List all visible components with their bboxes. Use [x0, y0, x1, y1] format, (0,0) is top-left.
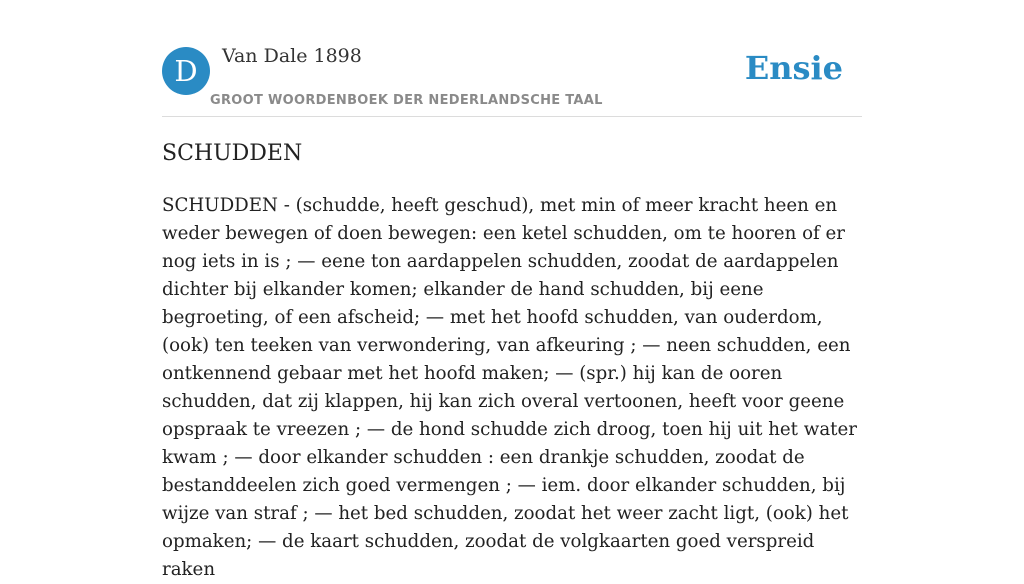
ensie-logo[interactable]: Ensie — [744, 49, 843, 87]
source-title[interactable]: Van Dale 1898 — [222, 45, 362, 67]
source-avatar[interactable]: D — [162, 47, 210, 95]
entry-definition: SCHUDDEN - (schudde, heeft geschud), met min of meer kracht heen en weder bewegen of doen bewegen: een ketel schudden, om te hooren of er nog iets in is ; — eene ton aardappelen schudden, zoodat de aardappelen dichter bij elkander komen; elkander de hand schudden, bij eene begroeting, of een afscheid; — met het hoofd schudden, van ouderdom, (ook) ten teeken van verwondering, van afkeuring ; — neen schudden, een ontkennend gebaar met het hoofd maken; — (spr.) hij kan de ooren schudden, dat zij klappen, hij kan zich overal vertoonen, heeft voor geene opspraak te vreezen ; — de hond schudde zich droog, toen hij uit het water kwam ; — door elkander schudden : een drankje schudden, zoodat de bestanddeelen zich goed vermengen ; — iem. door elkander schudden, bij wijze van straf ; — het bed schudden, zoodat het weer zacht ligt, (ook) het opmaken; — de kaart schudden, zoodat de volgkaarten goed verspreid raken — [162, 195, 857, 580]
entry-headword: SCHUDDEN — [162, 141, 303, 166]
source-subtitle: GROOT WOORDENBOEK DER NEDERLANDSCHE TAAL — [210, 93, 603, 108]
source-header — [162, 40, 862, 117]
